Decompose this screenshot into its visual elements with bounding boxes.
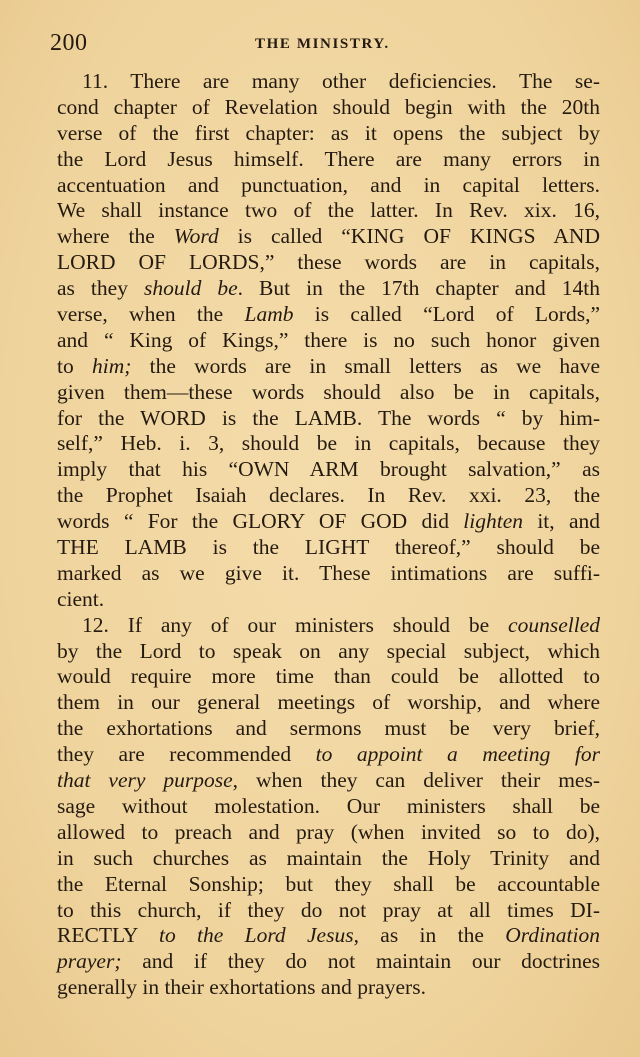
text-run: words “ For the GLORY OF GOD did [57, 509, 464, 534]
text-line [57, 613, 600, 639]
italic-text: Word [173, 224, 219, 249]
text-run: for the WORD is the LAMB. The words “ by him- [57, 405, 600, 430]
text-line [57, 406, 600, 432]
italic-text: him; [91, 353, 132, 378]
text-run: imply that his “OWN ARM brought salvation,” as [57, 457, 600, 482]
text-run: it, and [523, 509, 600, 534]
text-line [57, 664, 600, 690]
text-run: the Lord Jesus himself. There are many errors in [57, 146, 600, 171]
text-line [57, 690, 600, 716]
text-line [57, 431, 600, 457]
text-line [57, 872, 600, 898]
text-run: would require more time than could be allotted to [57, 664, 600, 689]
text-line [57, 535, 600, 561]
text-line [57, 302, 600, 328]
text-run: We shall instance two of the latter. In Rev. xix. 16, [57, 198, 600, 223]
italic-text: Lamb [244, 302, 294, 327]
text-line [57, 639, 600, 665]
text-line [57, 820, 600, 846]
text-run: given them—these words should also be in capitals, [57, 379, 600, 404]
page-number: 200 [50, 30, 88, 56]
text-line [57, 198, 600, 224]
text-line [57, 561, 600, 587]
text-run: the exhortations and sermons must be very brief, [57, 716, 600, 741]
text-run: and “ King of Kings,” there is no such honor given [57, 327, 600, 352]
text-run: is called “KING OF KINGS AND [218, 224, 600, 249]
text-run: sage without molestation. Our ministers shall be [57, 793, 600, 818]
text-run: and if they do not maintain our doctrines [121, 949, 600, 974]
text-line [57, 509, 600, 535]
text-run: RECTLY [57, 923, 159, 948]
text-run: to [57, 353, 92, 378]
text-line [57, 121, 600, 147]
text-run: allowed to preach and pray (when invited so to do), [57, 819, 600, 844]
text-line [57, 276, 600, 302]
text-line [57, 380, 600, 406]
text-run: self,” Heb. i. 3, should be in capitals, because they [57, 431, 600, 456]
text-line [57, 457, 600, 483]
text-run: generally in their exhortations and prayers. [57, 975, 426, 1000]
italic-text: that very purpose [57, 768, 233, 793]
text-line [57, 147, 600, 173]
text-line [57, 354, 600, 380]
text-run: to this church, if they do not pray at all times DI- [57, 897, 600, 922]
italic-text: lighten [463, 509, 524, 534]
text-line [57, 69, 600, 95]
text-line [57, 483, 600, 509]
text-run: 11. There are many other deficiencies. The se- [82, 69, 600, 93]
text-run: LORD OF LORDS,” these words are in capitals, [57, 250, 600, 275]
text-line [57, 587, 600, 613]
text-run: the Prophet Isaiah declares. In Rev. xxi. 23, the [57, 483, 600, 508]
text-line [57, 95, 600, 121]
text-line [57, 742, 600, 768]
italic-text: prayer; [57, 949, 122, 974]
text-run: THE LAMB is the LIGHT thereof,” should be [57, 535, 600, 560]
text-run: verse of the first chapter: as it opens the subject by [57, 120, 600, 145]
text-run: the words are in small letters as we have [131, 353, 600, 378]
text-line [57, 846, 600, 872]
italic-text: to appoint a meeting for [315, 742, 600, 767]
text-line [57, 173, 600, 199]
text-run: in such churches as maintain the Holy Trinity and [57, 845, 600, 870]
text-line [57, 250, 600, 276]
text-run: , when they can deliver their mes- [232, 768, 600, 793]
italic-text: counselled [508, 612, 600, 637]
italic-text: to the Lord Jesus [159, 923, 354, 948]
italic-text: Ordination [505, 923, 600, 948]
text-line [57, 794, 600, 820]
text-run: verse, when the [57, 302, 245, 327]
text-run: where the [57, 224, 174, 249]
text-run: cient. [57, 586, 105, 611]
text-line [57, 898, 600, 924]
text-run: . But in the 17th chapter and 14th [237, 276, 600, 301]
text-run: is called “Lord of Lords,” [293, 302, 600, 327]
italic-text: should be [143, 276, 238, 301]
text-run: cond chapter of Revelation should begin with the 20th [57, 94, 600, 119]
text-line [57, 224, 600, 250]
text-run: they are recommended [57, 742, 316, 767]
text-run: by the Lord to speak on any special subject, which [57, 638, 600, 663]
text-line [57, 975, 600, 1001]
text-line [57, 923, 600, 949]
text-run: accentuation and punctuation, and in capital letters. [57, 172, 600, 197]
body-text [57, 69, 600, 1001]
text-run: 12. If any of our ministers should be [82, 612, 509, 637]
text-run: marked as we give it. These intimations are suffi- [57, 560, 600, 585]
text-run: the Eternal Sonship; but they shall be accountable [57, 871, 600, 896]
text-run: , as in the [353, 923, 506, 948]
running-title: THE MINISTRY. [255, 36, 390, 52]
page-header [50, 30, 600, 60]
text-line [57, 768, 600, 794]
text-line [57, 949, 600, 975]
text-line [57, 328, 600, 354]
text-line [57, 716, 600, 742]
text-run: them in our general meetings of worship, and where [57, 690, 600, 715]
text-run: as they [57, 276, 144, 301]
